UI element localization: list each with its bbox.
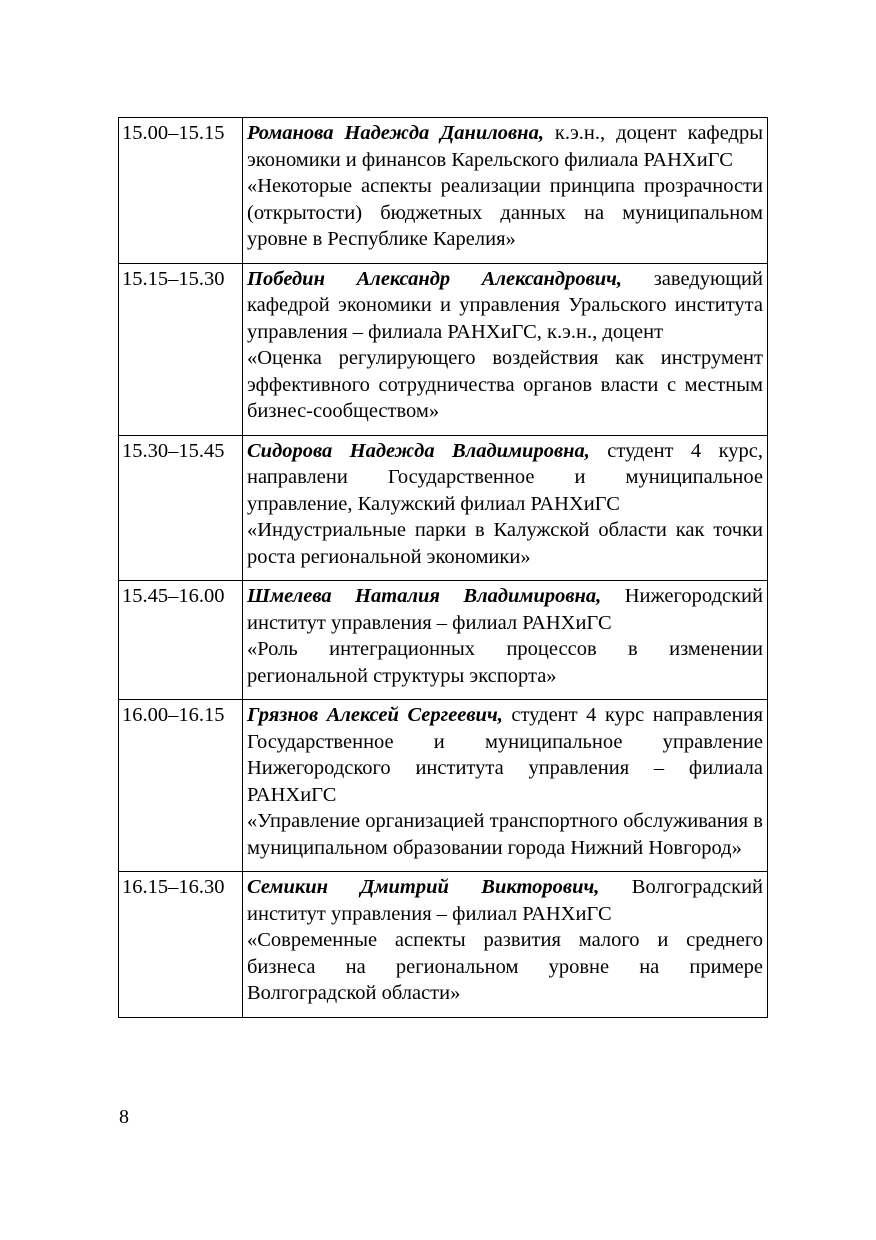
session-time: 15.45–16.00 (119, 581, 243, 700)
talk-title: «Современные аспекты развития малого и среднего бизнеса на региональном уровне на примере Волгоградской области» (247, 929, 763, 1004)
table-row (119, 118, 768, 264)
speaker-name: Шмелева Наталия Владимировна, (247, 585, 602, 607)
speaker-affiliation: студент 4 курс, направлени Государственное и муниципальное управление, Калужский филиал РАНХиГС (247, 439, 763, 515)
page-number: 8 (119, 1106, 129, 1128)
table-row (119, 581, 768, 700)
table-row (119, 435, 768, 581)
session-details (243, 263, 768, 435)
speaker-affiliation: Волгоградский институт управления – филиал РАНХиГС (247, 876, 764, 925)
table-row (119, 872, 768, 1018)
speaker-name: Победин Александр Александрович, (247, 267, 623, 290)
speaker-affiliation: к.э.н., доцент кафедры экономики и финансов Карельского филиала РАНХиГС (247, 122, 763, 171)
program-table (118, 117, 768, 1018)
table-row (119, 700, 768, 872)
speaker-name: Семикин Дмитрий Викторович, (247, 876, 600, 898)
talk-title: «Некоторые аспекты реализации принципа прозрачности (открытости) бюджетных данных на муниципальном уровне в Республике Карелия» (247, 175, 763, 250)
speaker-affiliation: студент 4 курс направления Государственное и муниципальное управление Нижегородского института управления – филиала РАНХиГС (247, 704, 763, 806)
talk-title: «Роль интеграционных процессов в изменении региональной структуры экспорта» (247, 638, 763, 687)
session-details (243, 700, 768, 872)
speaker-name: Грязнов Алексей Сергеевич, (247, 704, 503, 726)
speaker-affiliation: Нижегородский институт управления – филиал РАНХиГС (247, 585, 763, 634)
session-time: 15.00–15.15 (119, 118, 243, 264)
talk-title: «Индустриальные парки в Калужской области как точки роста региональной экономики» (247, 519, 763, 568)
session-time: 15.15–15.30 (119, 263, 243, 435)
talk-title: «Управление организацией транспортного обслуживания в муниципальном образовании города Нижний Новгород» (247, 810, 763, 859)
session-time: 15.30–15.45 (119, 435, 243, 581)
table-row (119, 263, 768, 435)
session-details (243, 581, 768, 700)
speaker-affiliation: заведующий кафедрой экономики и управления Уральского института управления – филиала РАНХиГС, к.э.н., доцент (247, 267, 763, 343)
talk-title: «Оценка регулирующего воздействия как инструмент эффективного сотрудничества органов власти с местным бизнес-сообществом» (247, 347, 763, 422)
session-time: 16.15–16.30 (119, 872, 243, 1018)
session-time: 16.00–16.15 (119, 700, 243, 872)
session-details (243, 435, 768, 581)
session-details (243, 118, 768, 264)
session-details (243, 872, 768, 1018)
speaker-name: Романова Надежда Даниловна, (247, 122, 544, 144)
speaker-name: Сидорова Надежда Владимировна, (247, 439, 590, 462)
